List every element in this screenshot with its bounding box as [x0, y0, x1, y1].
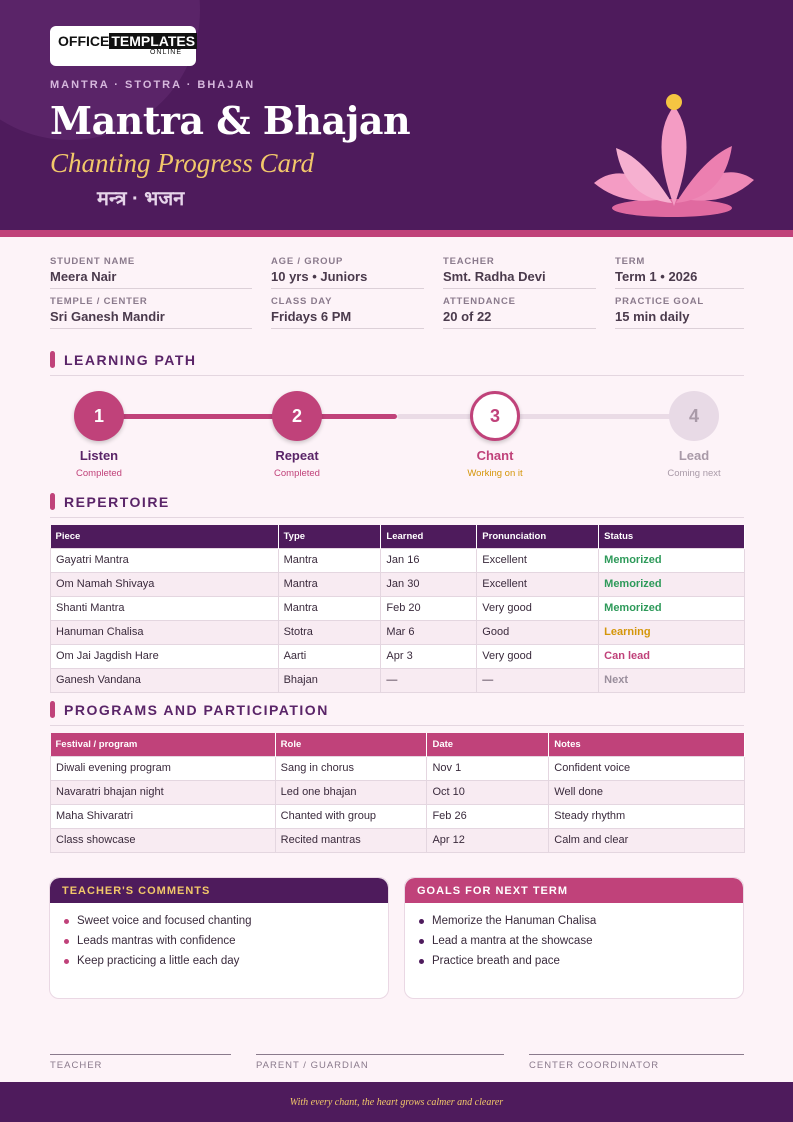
status-badge: Next [599, 668, 745, 692]
bullet-icon [419, 959, 424, 964]
info-temple-center: TEMPLE / CENTER Sri Ganesh Mandir [50, 296, 252, 329]
status-badge: Memorized [599, 548, 745, 572]
step-status-listen: Completed [76, 468, 122, 479]
step-lead: 4 [669, 391, 719, 441]
next-term-goals-title: GOALS FOR NEXT TERM [405, 878, 743, 903]
devanagari-subtitle: मन्त्र · भजन [97, 188, 185, 210]
table-row: Shanti Mantra Mantra Feb 20 Very good Memorized [51, 596, 745, 620]
info-term: TERM Term 1 • 2026 [615, 256, 744, 289]
info-class-day: CLASS DAY Fridays 6 PM [271, 296, 424, 329]
bullet-icon [64, 939, 69, 944]
table-row: Class showcase Recited mantras Apr 12 Calm and clear [51, 828, 745, 852]
step-status-chant: Working on it [467, 468, 523, 479]
bullet-icon [64, 959, 69, 964]
teacher-comments-title: TEACHER'S COMMENTS [50, 878, 388, 903]
table-row: Navaratri bhajan night Led one bhajan Oct 10 Well done [51, 780, 745, 804]
learning-path-heading: LEARNING PATH [50, 351, 197, 368]
bullet-icon [64, 919, 69, 924]
table-header-row: Piece Type Learned Pronunciation Status [51, 525, 745, 548]
table-header-row: Festival / program Role Date Notes [51, 733, 745, 756]
signature-parent: PARENT / GUARDIAN [256, 1054, 504, 1071]
table-row: Gayatri Mantra Mantra Jan 16 Excellent Memorized [51, 548, 745, 572]
programs-heading: PROGRAMS AND PARTICIPATION [50, 701, 329, 718]
page-title: Mantra & Bhajan [50, 98, 411, 143]
info-student-name: STUDENT NAME Meera Nair [50, 256, 252, 289]
brand-logo: OFFICE TEMPLATES ONLINE [50, 26, 196, 66]
info-age-group: AGE / GROUP 10 yrs • Juniors [271, 256, 424, 289]
list-item: Keep practicing a little each day [64, 951, 388, 971]
table-row: Maha Shivaratri Chanted with group Feb 26 Steady rhythm [51, 804, 745, 828]
table-row: Diwali evening program Sang in chorus Nov 1 Confident voice [51, 756, 745, 780]
path-track-pending [397, 414, 695, 419]
path-track-done [99, 414, 397, 419]
programs-table [50, 733, 745, 853]
info-attendance: ATTENDANCE 20 of 22 [443, 296, 596, 329]
status-badge: Can lead [599, 644, 745, 668]
step-status-lead: Coming next [667, 468, 721, 479]
header-banner [0, 0, 793, 230]
repertoire-table [50, 525, 745, 693]
list-item: Practice breath and pace [419, 951, 743, 971]
bullet-icon [419, 939, 424, 944]
lotus-icon [584, 88, 764, 228]
step-label-lead: Lead [678, 448, 710, 463]
next-term-goals-box [404, 877, 744, 999]
list-item: Memorize the Hanuman Chalisa [419, 911, 743, 931]
page-subtitle: Chanting Progress Card [50, 148, 315, 178]
list-item: Leads mantras with confidence [64, 931, 388, 951]
status-badge: Memorized [599, 596, 745, 620]
table-row: Ganesh Vandana Bhajan — — Next [51, 668, 745, 692]
footer-banner [0, 1082, 793, 1122]
step-label-listen: Listen [79, 448, 119, 463]
step-label-chant: Chant [476, 448, 514, 463]
list-item: Lead a mantra at the showcase [419, 931, 743, 951]
header-stripe [0, 230, 793, 237]
repertoire-heading: REPERTOIRE [50, 493, 170, 510]
signature-coordinator: CENTER COORDINATOR [529, 1054, 744, 1071]
info-teacher: TEACHER Smt. Radha Devi [443, 256, 596, 289]
step-status-repeat: Completed [274, 468, 320, 479]
header-kicker: MANTRA · STOTRA · BHAJAN [50, 79, 256, 91]
list-item: Sweet voice and focused chanting [64, 911, 388, 931]
table-row: Om Namah Shivaya Mantra Jan 30 Excellent Memorized [51, 572, 745, 596]
status-badge: Memorized [599, 572, 745, 596]
signature-teacher: TEACHER [50, 1054, 231, 1071]
info-practice-goal: PRACTICE GOAL 15 min daily [615, 296, 744, 329]
table-row: Om Jai Jagdish Hare Aarti Apr 3 Very good Can lead [51, 644, 745, 668]
footer-quote: With every chant, the heart grows calmer and clearer [289, 1096, 504, 1108]
step-listen: 1 [74, 391, 124, 441]
step-chant: 3 [470, 391, 520, 441]
teacher-comments-box [49, 877, 389, 999]
table-row: Hanuman Chalisa Stotra Mar 6 Good Learning [51, 620, 745, 644]
status-badge: Learning [599, 620, 745, 644]
bullet-icon [419, 919, 424, 924]
step-label-repeat: Repeat [275, 448, 319, 463]
step-repeat: 2 [272, 391, 322, 441]
